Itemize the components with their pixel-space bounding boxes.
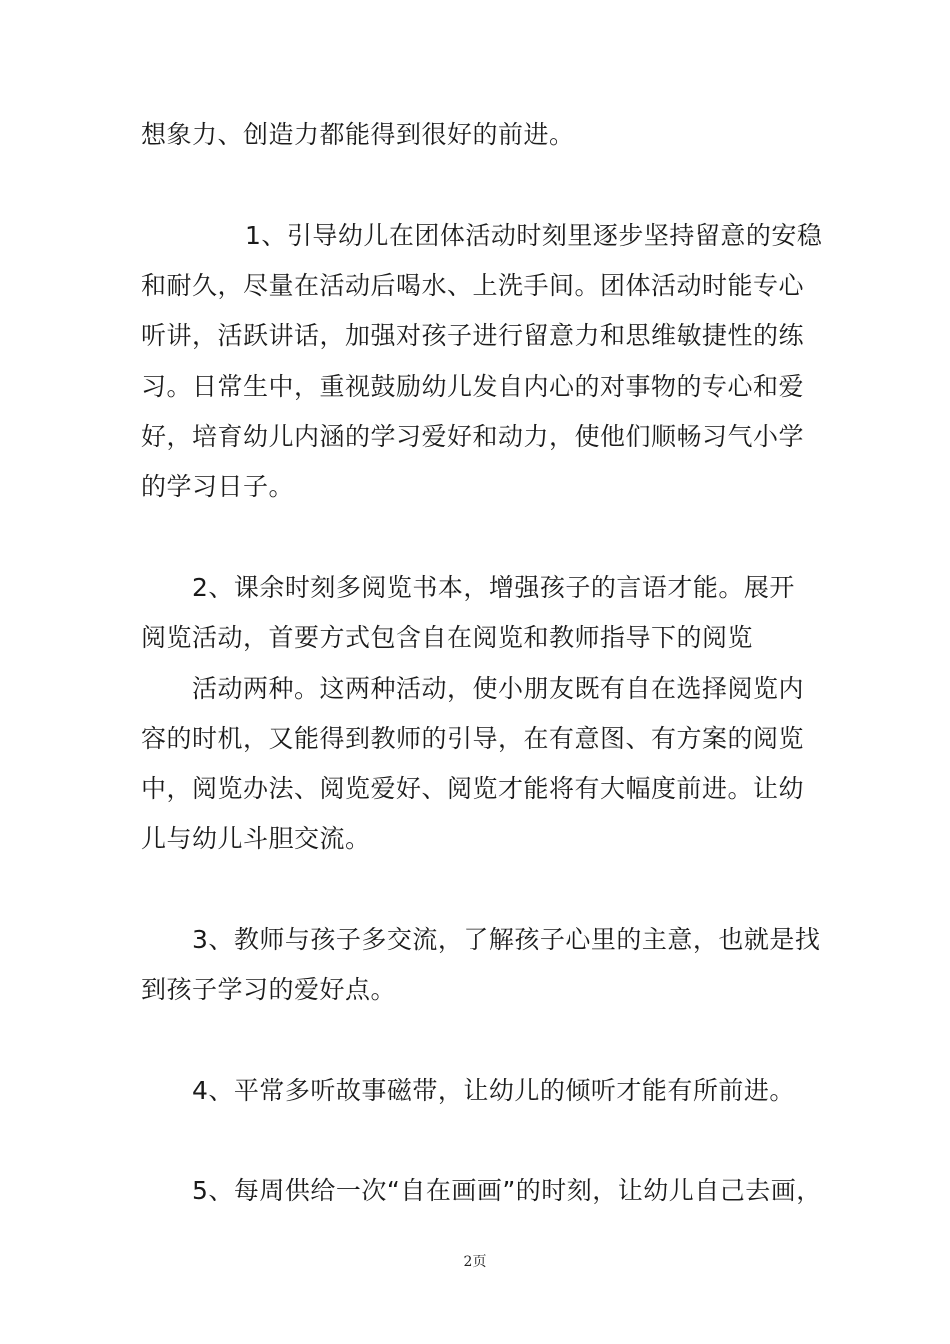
text-line: 听讲，活跃讲话，加强对孩子进行留意力和思维敏捷性的练: [141, 321, 805, 350]
text-line: 1、引导幼儿在团体活动时刻里逐步坚持留意的安稳: [245, 221, 823, 250]
text-line: 中，阅览办法、阅览爱好、阅览才能将有大幅度前进。让幼: [141, 774, 805, 803]
text-line: 的学习日子。: [141, 472, 295, 501]
text-line: 容的时机，又能得到教师的引导，在有意图、有方案的阅览: [141, 724, 805, 753]
page-number: 2页: [463, 1254, 487, 1270]
text-line: 5、每周供给一次“自在画画”的时刻，让幼儿自己去画，: [192, 1176, 822, 1205]
text-line: 想象力、创造力都能得到很好的前进。: [141, 120, 575, 149]
text-line: 4、平常多听故事磁带，让幼儿的倾听才能有所前进。: [192, 1076, 795, 1105]
text-line: 好，培育幼儿内涵的学习爱好和动力，使他们顺畅习气小学: [141, 422, 805, 451]
text-line: 习。日常生中，重视鼓励幼儿发自内心的对事物的专心和爱: [141, 372, 805, 401]
text-line: 阅览活动，首要方式包含自在阅览和教师指导下的阅览: [141, 623, 754, 652]
text-line: 儿与幼儿斗胆交流。: [141, 824, 371, 853]
text-line: 3、教师与孩子多交流，了解孩子心里的主意，也就是找: [192, 925, 821, 954]
text-line: 2、课余时刻多阅览书本，增强孩子的言语才能。展开: [192, 573, 795, 602]
text-line: 到孩子学习的爱好点。: [141, 975, 397, 1004]
text-line: 和耐久，尽量在活动后喝水、上洗手间。团体活动时能专心: [141, 271, 805, 300]
text-line: 活动两种。这两种活动，使小朋友既有自在选择阅览内: [192, 674, 805, 703]
